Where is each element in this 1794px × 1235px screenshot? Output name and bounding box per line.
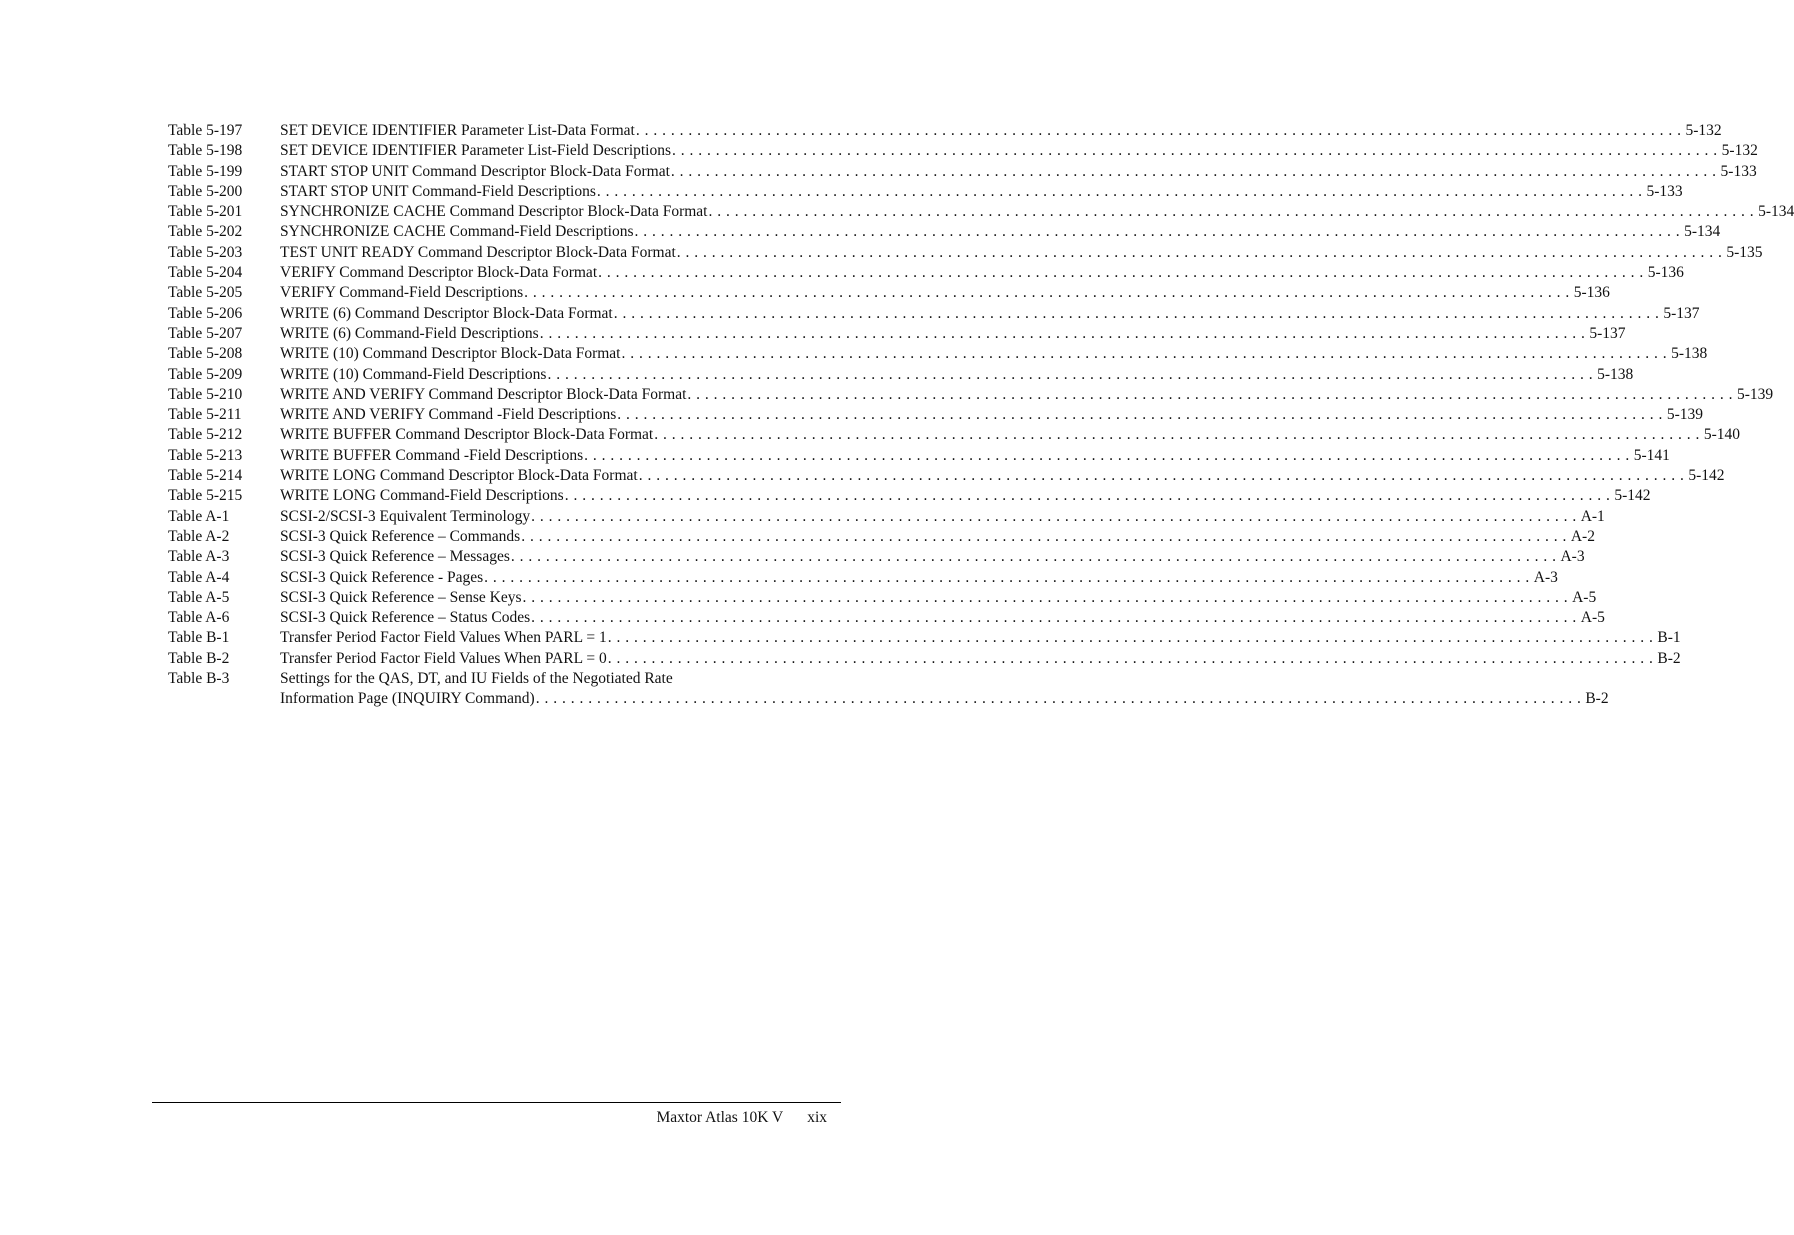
toc-entry-line <box>280 405 1704 425</box>
toc-entry-id: Table 5-203 <box>168 243 243 261</box>
dot-leader: . . . . . . . . . . . . . . . . . . . . . . . . . . . . . . . . . . . . . . . . . . . . . . . . . . . . . . . . . . . . . . . . . . . . . . . . . . . . . . . . . . . . . . . . . . . . . . . . . . . . . . . . . . . . . . . . . . . . . . . . <box>634 223 1681 241</box>
toc-entry <box>168 365 1634 385</box>
toc-entry <box>168 608 1605 628</box>
toc-entry <box>168 669 1609 710</box>
toc-entry <box>168 649 1681 669</box>
toc-entry-line <box>280 689 1609 709</box>
toc-entry-id: Table B-3 <box>168 670 230 688</box>
toc-entry <box>168 486 1651 506</box>
dot-leader: . . . . . . . . . . . . . . . . . . . . . . . . . . . . . . . . . . . . . . . . . . . . . . . . . . . . . . . . . . . . . . . . . . . . . . . . . . . . . . . . . . . . . . . . . . . . . . . . . . . . . . . . . . . . . . . . . . . . . . . . <box>672 142 1718 160</box>
toc-entry-id: Table 5-213 <box>168 446 243 464</box>
toc-entry <box>168 243 1763 263</box>
toc-entry-line <box>280 466 1725 486</box>
toc-entry <box>168 182 1683 202</box>
toc-entry-title: SCSI-3 Quick Reference – Status Codes <box>280 609 531 627</box>
dot-leader: . . . . . . . . . . . . . . . . . . . . . . . . . . . . . . . . . . . . . . . . . . . . . . . . . . . . . . . . . . . . . . . . . . . . . . . . . . . . . . . . . . . . . . . . . . . . . . . . . . . . . . . . . . . . . . . . . . . . . . . . <box>635 122 1682 139</box>
toc-entry-page: 5-140 <box>1703 426 1741 444</box>
toc-entry-page: 5-132 <box>1721 142 1758 160</box>
toc-entry-title: SCSI-3 Quick Reference – Commands <box>280 527 521 545</box>
toc-entry-page: A-2 <box>1570 527 1595 545</box>
dot-leader: . . . . . . . . . . . . . . . . . . . . . . . . . . . . . . . . . . . . . . . . . . . . . . . . . . . . . . . . . . . . . . . . . . . . . . . . . . . . . . . . . . . . . . . . . . . . . . . . . . . . . . . . . . . . . . . . . . . . . . . . <box>521 527 1567 545</box>
toc-entry-line <box>280 182 1683 202</box>
toc-entry-body <box>280 365 1634 385</box>
toc-entry-page: 5-142 <box>1688 467 1725 485</box>
toc-entry-title: Settings for the QAS, DT, and IU Fields of the Negotiated Rate <box>280 670 673 688</box>
toc-entry-line <box>280 344 1708 364</box>
footer-rule <box>152 1102 841 1103</box>
toc-entry-title: WRITE LONG Command-Field Descriptions <box>280 487 564 505</box>
toc-entry-id: Table 5-204 <box>168 264 243 282</box>
toc-entry <box>168 324 1626 344</box>
dot-leader: . . . . . . . . . . . . . . . . . . . . . . . . . . . . . . . . . . . . . . . . . . . . . . . . . . . . . . . . . . . . . . . . . . . . . . . . . . . . . . . . . . . . . . . . . . . . . . . . . . . . . . . . . . . . . . . . . . . . . . . . <box>617 406 1663 424</box>
toc-entry-title: WRITE BUFFER Command Descriptor Block-Data Format <box>280 426 654 444</box>
toc-entry-id: Table A-1 <box>168 507 230 525</box>
toc-entry-body <box>280 507 1605 527</box>
toc-entry-line <box>280 365 1634 385</box>
toc-entry-page: 5-134 <box>1684 223 1721 241</box>
toc-entry-line <box>280 222 1721 242</box>
footer-page-number: xix <box>807 1109 827 1126</box>
toc-entry-id: Table 5-201 <box>168 203 243 221</box>
toc-entry-page: A-5 <box>1580 609 1605 627</box>
dot-leader: . . . . . . . . . . . . . . . . . . . . . . . . . . . . . . . . . . . . . . . . . . . . . . . . . . . . . . . . . . . . . . . . . . . . . . . . . . . . . . . . . . . . . . . . . . . . . . . . . . . . . . . . . . . . . . . . . . . . . . . . <box>613 304 1660 322</box>
toc-entry <box>168 283 1610 303</box>
dot-leader: . . . . . . . . . . . . . . . . . . . . . . . . . . . . . . . . . . . . . . . . . . . . . . . . . . . . . . . . . . . . . . . . . . . . . . . . . . . . . . . . . . . . . . . . . . . . . . . . . . . . . . . . . . . . . . . . . . . . . . . . <box>531 507 1577 525</box>
toc-entry-title: WRITE (6) Command Descriptor Block-Data Format <box>280 304 613 322</box>
toc-entry-body <box>280 547 1585 567</box>
toc-entry-page: 5-136 <box>1647 264 1684 282</box>
toc-entry-title: SCSI-3 Quick Reference – Sense Keys <box>280 588 522 606</box>
footer-product-name: Maxtor Atlas 10K V <box>656 1109 784 1126</box>
toc-entry-page: 5-137 <box>1589 324 1626 342</box>
toc-entry-page: B-2 <box>1585 690 1609 708</box>
toc-entry-page: 5-133 <box>1720 162 1757 180</box>
toc-entry-line <box>280 649 1681 669</box>
toc-entry-title: WRITE BUFFER Command -Field Descriptions <box>280 446 584 464</box>
toc-entry-title: TEST UNIT READY Command Descriptor Block-Data Format <box>280 243 676 261</box>
toc-entry-title: SYNCHRONIZE CACHE Command Descriptor Block-Data Format <box>280 203 708 221</box>
toc-entry-page: 5-136 <box>1573 284 1610 302</box>
toc-entry <box>168 405 1704 425</box>
dot-leader: . . . . . . . . . . . . . . . . . . . . . . . . . . . . . . . . . . . . . . . . . . . . . . . . . . . . . . . . . . . . . . . . . . . . . . . . . . . . . . . . . . . . . . . . . . . . . . . . . . . . . . . . . . . . . . . . . . . . . . . . <box>522 588 1569 606</box>
toc-entry-body <box>280 588 1597 608</box>
toc-entry-line <box>280 304 1700 324</box>
toc-entry-page: 5-142 <box>1614 487 1651 505</box>
toc-entry-body <box>280 283 1610 303</box>
toc-entry-title: SCSI-3 Quick Reference – Messages <box>280 548 510 566</box>
toc-entry <box>168 527 1595 547</box>
toc-entry-title: VERIFY Command-Field Descriptions <box>280 284 524 302</box>
toc-entry-line <box>280 425 1741 445</box>
toc-entry-body <box>280 568 1558 588</box>
toc-entry-id: Table 5-215 <box>168 487 243 505</box>
toc-entry-title: WRITE (10) Command Descriptor Block-Data Format <box>280 345 621 363</box>
toc-entry-id: Table 5-197 <box>168 122 243 139</box>
toc-entry <box>168 121 1722 141</box>
toc-entry-id: Table 5-208 <box>168 345 243 363</box>
toc-entry-title: Transfer Period Factor Field Values When PARL = 1 <box>280 629 607 647</box>
dot-leader: . . . . . . . . . . . . . . . . . . . . . . . . . . . . . . . . . . . . . . . . . . . . . . . . . . . . . . . . . . . . . . . . . . . . . . . . . . . . . . . . . . . . . . . . . . . . . . . . . . . . . . . . . . . . . . . . . . . . . . . . <box>670 162 1717 180</box>
toc-entry <box>168 222 1721 242</box>
dot-leader: . . . . . . . . . . . . . . . . . . . . . . . . . . . . . . . . . . . . . . . . . . . . . . . . . . . . . . . . . . . . . . . . . . . . . . . . . . . . . . . . . . . . . . . . . . . . . . . . . . . . . . . . . . . . . . . . . . . . . . . . <box>484 568 1530 586</box>
toc-entry <box>168 162 1757 182</box>
toc-entry-line <box>280 628 1681 648</box>
toc-entry-body <box>280 324 1626 344</box>
toc-entry-page: 5-133 <box>1646 182 1683 200</box>
toc-entry-line <box>280 141 1758 161</box>
toc-entry-title: WRITE AND VERIFY Command Descriptor Block-Data Format <box>280 385 687 403</box>
dot-leader: . . . . . . . . . . . . . . . . . . . . . . . . . . . . . . . . . . . . . . . . . . . . . . . . . . . . . . . . . . . . . . . . . . . . . . . . . . . . . . . . . . . . . . . . . . . . . . . . . . . . . . . . . . . . . . . . . . . . . . . . <box>607 649 1654 667</box>
toc-entry-id: Table A-5 <box>168 588 230 606</box>
toc-entry <box>168 304 1700 324</box>
toc-entry-page: 5-137 <box>1663 304 1700 322</box>
page-footer <box>656 1109 827 1127</box>
table-of-tables <box>168 121 1794 710</box>
toc-entry-line <box>280 162 1757 182</box>
dot-leader: . . . . . . . . . . . . . . . . . . . . . . . . . . . . . . . . . . . . . . . . . . . . . . . . . . . . . . . . . . . . . . . . . . . . . . . . . . . . . . . . . . . . . . . . . . . . . . . . . . . . . . . . . . . . . . . . . . . . . . . . <box>539 324 1586 342</box>
toc-entry-id: Table B-1 <box>168 629 230 647</box>
toc-entry-line <box>280 283 1610 303</box>
toc-entry-id: Table 5-205 <box>168 284 243 302</box>
toc-entry-page: 5-132 <box>1685 122 1722 139</box>
toc-entry-line <box>280 507 1605 527</box>
toc-entry-id: Table 5-206 <box>168 304 243 322</box>
toc-entry-body <box>280 466 1725 486</box>
dot-leader: . . . . . . . . . . . . . . . . . . . . . . . . . . . . . . . . . . . . . . . . . . . . . . . . . . . . . . . . . . . . . . . . . . . . . . . . . . . . . . . . . . . . . . . . . . . . . . . . . . . . . . . . . . . . . . . . . . . . . . . . <box>598 264 1644 282</box>
toc-entry-body <box>280 243 1763 263</box>
toc-entry <box>168 507 1605 527</box>
toc-entry-body <box>280 446 1670 466</box>
toc-entry-id: Table 5-210 <box>168 385 243 403</box>
toc-entry-id: Table 5-211 <box>168 406 242 424</box>
toc-entry-id: Table A-6 <box>168 609 230 627</box>
toc-entry-line <box>280 446 1670 466</box>
toc-entry-id: Table 5-207 <box>168 324 243 342</box>
dot-leader: . . . . . . . . . . . . . . . . . . . . . . . . . . . . . . . . . . . . . . . . . . . . . . . . . . . . . . . . . . . . . . . . . . . . . . . . . . . . . . . . . . . . . . . . . . . . . . . . . . . . . . . . . . . . . . . . . . . . . . . . <box>547 365 1594 383</box>
toc-entry-body <box>280 121 1722 141</box>
toc-entry <box>168 588 1597 608</box>
toc-entry-body <box>280 527 1595 547</box>
toc-entry-page: 5-134 <box>1758 203 1794 221</box>
toc-entry-line <box>280 263 1684 283</box>
toc-entry-title: WRITE LONG Command Descriptor Block-Data Format <box>280 467 638 485</box>
toc-entry-line <box>280 547 1585 567</box>
toc-entry <box>168 568 1558 588</box>
toc-entry-page: A-1 <box>1580 507 1605 525</box>
dot-leader: . . . . . . . . . . . . . . . . . . . . . . . . . . . . . . . . . . . . . . . . . . . . . . . . . . . . . . . . . . . . . . . . . . . . . . . . . . . . . . . . . . . . . . . . . . . . . . . . . . . . . . . . . . . . . . . . . . . . . . . . <box>676 243 1723 261</box>
toc-entry-body <box>280 263 1684 283</box>
toc-entry-id: Table 5-199 <box>168 162 243 180</box>
dot-leader: . . . . . . . . . . . . . . . . . . . . . . . . . . . . . . . . . . . . . . . . . . . . . . . . . . . . . . . . . . . . . . . . . . . . . . . . . . . . . . . . . . . . . . . . . . . . . . . . . . . . . . . . . . . . . . . . . . . . . . . . <box>607 629 1654 647</box>
toc-entry-id: Table 5-198 <box>168 142 243 160</box>
toc-entry <box>168 385 1774 405</box>
toc-entry-line <box>280 568 1558 588</box>
toc-entry-title: WRITE (6) Command-Field Descriptions <box>280 324 539 342</box>
dot-leader: . . . . . . . . . . . . . . . . . . . . . . . . . . . . . . . . . . . . . . . . . . . . . . . . . . . . . . . . . . . . . . . . . . . . . . . . . . . . . . . . . . . . . . . . . . . . . . . . . . . . . . . . . . . . . . . . . . . . . . . . <box>638 467 1685 485</box>
toc-entry-line <box>280 588 1597 608</box>
toc-entry-line <box>280 243 1763 263</box>
toc-entry <box>168 263 1684 283</box>
toc-entry-body <box>280 222 1721 242</box>
toc-entry-page: 5-139 <box>1666 406 1704 424</box>
dot-leader: . . . . . . . . . . . . . . . . . . . . . . . . . . . . . . . . . . . . . . . . . . . . . . . . . . . . . . . . . . . . . . . . . . . . . . . . . . . . . . . . . . . . . . . . . . . . . . . . . . . . . . . . . . . . . . . . . . . . . . . . <box>524 284 1570 302</box>
toc-entry-line <box>280 121 1722 141</box>
dot-leader: . . . . . . . . . . . . . . . . . . . . . . . . . . . . . . . . . . . . . . . . . . . . . . . . . . . . . . . . . . . . . . . . . . . . . . . . . . . . . . . . . . . . . . . . . . . . . . . . . . . . . . . . . . . . . . . . . . . . . . . . <box>708 203 1755 221</box>
toc-entry-title: VERIFY Command Descriptor Block-Data Format <box>280 264 598 282</box>
dot-leader: . . . . . . . . . . . . . . . . . . . . . . . . . . . . . . . . . . . . . . . . . . . . . . . . . . . . . . . . . . . . . . . . . . . . . . . . . . . . . . . . . . . . . . . . . . . . . . . . . . . . . . . . . . . . . . . . . . . . . . . . <box>687 385 1734 403</box>
dot-leader: . . . . . . . . . . . . . . . . . . . . . . . . . . . . . . . . . . . . . . . . . . . . . . . . . . . . . . . . . . . . . . . . . . . . . . . . . . . . . . . . . . . . . . . . . . . . . . . . . . . . . . . . . . . . . . . . . . . . . . . . <box>531 609 1577 627</box>
toc-entry-page: 5-135 <box>1726 243 1763 261</box>
toc-entry-title: SET DEVICE IDENTIFIER Parameter List-Field Descriptions <box>280 142 672 160</box>
dot-leader: . . . . . . . . . . . . . . . . . . . . . . . . . . . . . . . . . . . . . . . . . . . . . . . . . . . . . . . . . . . . . . . . . . . . . . . . . . . . . . . . . . . . . . . . . . . . . . . . . . . . . . . . . . . . . . . . . . . . . . . . <box>654 426 1700 444</box>
toc-entry-title: START STOP UNIT Command Descriptor Block-Data Format <box>280 162 670 180</box>
toc-entry-line <box>280 608 1605 628</box>
toc-entry-id: Table 5-202 <box>168 223 243 241</box>
toc-entry-id: Table B-2 <box>168 649 230 667</box>
toc-entry <box>168 547 1585 567</box>
toc-entry-page: 5-141 <box>1633 446 1670 464</box>
toc-entry-page: A-5 <box>1572 588 1597 606</box>
toc-entry-id: Table A-3 <box>168 548 230 566</box>
toc-entry-title: SCSI-2/SCSI-3 Equivalent Terminology <box>280 507 531 525</box>
toc-entry-line <box>280 385 1774 405</box>
toc-entry-line <box>280 202 1794 222</box>
toc-entry-body <box>280 608 1605 628</box>
toc-entry-body <box>280 162 1757 182</box>
toc-entry-body <box>280 628 1681 648</box>
toc-entry-body <box>280 649 1681 669</box>
toc-entry-page: 5-138 <box>1597 365 1634 383</box>
toc-entry-body <box>280 486 1651 506</box>
toc-entry-page: A-3 <box>1560 548 1585 566</box>
toc-entry <box>168 628 1681 648</box>
toc-entry-body <box>280 405 1704 425</box>
toc-entry-page: B-2 <box>1657 649 1681 667</box>
toc-entry-line <box>280 669 828 689</box>
toc-entry-id: Table A-4 <box>168 568 230 586</box>
toc-entry <box>168 466 1725 486</box>
toc-entry-body <box>280 669 1609 710</box>
toc-entry <box>168 344 1708 364</box>
toc-entry-title: Information Page (INQUIRY Command) <box>280 690 535 708</box>
toc-entry-line <box>280 527 1595 547</box>
toc-entry-title: SCSI-3 Quick Reference - Pages <box>280 568 484 586</box>
toc-entry-body <box>280 304 1700 324</box>
toc-entry-id: Table 5-209 <box>168 365 243 383</box>
toc-entry-title: WRITE AND VERIFY Command -Field Descriptions <box>280 406 617 424</box>
dot-leader: . . . . . . . . . . . . . . . . . . . . . . . . . . . . . . . . . . . . . . . . . . . . . . . . . . . . . . . . . . . . . . . . . . . . . . . . . . . . . . . . . . . . . . . . . . . . . . . . . . . . . . . . . . . . . . . . . . . . . . . . <box>535 690 1582 708</box>
toc-entry <box>168 141 1758 161</box>
dot-leader: . . . . . . . . . . . . . . . . . . . . . . . . . . . . . . . . . . . . . . . . . . . . . . . . . . . . . . . . . . . . . . . . . . . . . . . . . . . . . . . . . . . . . . . . . . . . . . . . . . . . . . . . . . . . . . . . . . . . . . . . <box>584 446 1630 464</box>
toc-entry-body <box>280 385 1774 405</box>
dot-leader: . . . . . . . . . . . . . . . . . . . . . . . . . . . . . . . . . . . . . . . . . . . . . . . . . . . . . . . . . . . . . . . . . . . . . . . . . . . . . . . . . . . . . . . . . . . . . . . . . . . . . . . . . . . . . . . . . . . . . . . . <box>510 548 1557 566</box>
toc-entry-page: 5-138 <box>1671 345 1708 363</box>
dot-leader: . . . . . . . . . . . . . . . . . . . . . . . . . . . . . . . . . . . . . . . . . . . . . . . . . . . . . . . . . . . . . . . . . . . . . . . . . . . . . . . . . . . . . . . . . . . . . . . . . . . . . . . . . . . . . . . . . . . . . . . . <box>596 182 1643 200</box>
toc-entry-line <box>280 324 1626 344</box>
toc-entry-page: B-1 <box>1657 629 1681 647</box>
toc-entry-body <box>280 425 1741 445</box>
toc-entry-body <box>280 344 1708 364</box>
toc-entry-line <box>280 486 1651 506</box>
dot-leader: . . . . . . . . . . . . . . . . . . . . . . . . . . . . . . . . . . . . . . . . . . . . . . . . . . . . . . . . . . . . . . . . . . . . . . . . . . . . . . . . . . . . . . . . . . . . . . . . . . . . . . . . . . . . . . . . . . . . . . . . <box>564 487 1611 505</box>
toc-entry-page: A-3 <box>1533 568 1558 586</box>
toc-entry-body <box>280 182 1683 202</box>
toc-entry <box>168 446 1670 466</box>
toc-entry <box>168 202 1794 222</box>
toc-entry-title: SET DEVICE IDENTIFIER Parameter List-Data Format <box>280 122 635 139</box>
toc-entry-id: Table A-2 <box>168 527 230 545</box>
toc-entry-id: Table 5-214 <box>168 467 243 485</box>
toc-entry-body <box>280 202 1794 222</box>
toc-entry-id: Table 5-212 <box>168 426 243 444</box>
toc-entry-page: 5-139 <box>1737 385 1774 403</box>
dot-leader: . . . . . . . . . . . . . . . . . . . . . . . . . . . . . . . . . . . . . . . . . . . . . . . . . . . . . . . . . . . . . . . . . . . . . . . . . . . . . . . . . . . . . . . . . . . . . . . . . . . . . . . . . . . . . . . . . . . . . . . . <box>621 345 1668 363</box>
toc-entry-title: Transfer Period Factor Field Values When PARL = 0 <box>280 649 607 667</box>
toc-entry-title: START STOP UNIT Command-Field Descriptions <box>280 182 596 200</box>
toc-entry-title: WRITE (10) Command-Field Descriptions <box>280 365 547 383</box>
toc-entry-id: Table 5-200 <box>168 182 243 200</box>
toc-entry-title: SYNCHRONIZE CACHE Command-Field Descriptions <box>280 223 634 241</box>
toc-entry <box>168 425 1741 445</box>
toc-entry-body <box>280 141 1758 161</box>
